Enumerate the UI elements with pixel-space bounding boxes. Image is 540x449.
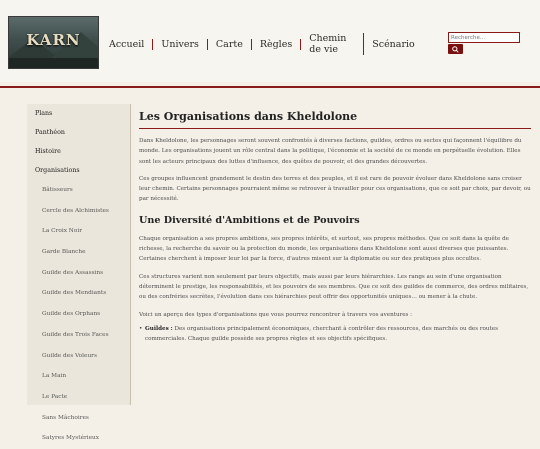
sidebar-item-pantheon[interactable]: Panthéon bbox=[35, 129, 65, 136]
logo-ground bbox=[9, 58, 98, 68]
sidebar-subitem[interactable]: Bâtisseurs bbox=[42, 187, 73, 193]
paragraph: Ces structures varient non seulement par leurs objectifs, mais aussi par leurs hiérarchies. Les rangs au sein d'une organisation déterminent le prestige, les responsabilités, et les pouvoirs de ses membres. Que ce soit des guildes de commerce, des ordres militaires, ou des confréries secrètes, l'évolution dans ces hiérarchies peut offrir des opportunités uniques… ou mener à la chute. bbox=[139, 273, 529, 301]
list-item-label: Guildes : bbox=[145, 325, 173, 332]
header-divider bbox=[0, 86, 540, 88]
sidebar-subitem[interactable]: Guilde des Voleurs bbox=[42, 352, 97, 359]
search-button[interactable] bbox=[448, 44, 463, 54]
sidebar-subitem[interactable]: Guilde des Trois Faces bbox=[42, 331, 109, 338]
main-content bbox=[139, 104, 531, 344]
nav-item-univers[interactable]: Univers bbox=[153, 39, 208, 50]
paragraph: Voici un aperçu des types d'organisations que vous pourrez rencontrer à travers vos aventures : bbox=[139, 311, 413, 318]
nav-item-scenario[interactable]: Scénario bbox=[372, 38, 415, 50]
sidebar-subitem[interactable]: Cercle des Alchimistes bbox=[42, 207, 109, 214]
sidebar-subitem[interactable]: Guilde des Assassins bbox=[42, 269, 104, 276]
paragraph: Ces groupes influencent grandement le destin des terres et des peuples, et il est rare de pouvoir évoluer dans Kheldolone sans croiser leur chemin. Certains personnages pourraient même se retrouver à travailler pour ces organisations, que ce soit par choix, par devoir, ou par nécessité. bbox=[139, 175, 531, 203]
intro-paragraph: Dans Kheldolone, les personnages seront souvent confrontés à diverses factions, guildes, ordres ou sectes qui façonnent l'équilibre du monde. Les organisations jouent un rôle central dans la politique, l'économie et la société de ce monde en perpétuelle évolution. Elles sont les acteurs principaux des luttes d'influence, des quêtes de pouvoir, et des grandes découvertes. bbox=[139, 138, 522, 165]
sidebar-item-plans[interactable]: Plans bbox=[35, 110, 53, 117]
nav-item-chemin-de-vie[interactable]: Chemin de vie bbox=[301, 33, 364, 55]
sidebar-item-organisations[interactable]: Organisations bbox=[35, 167, 80, 174]
main-nav bbox=[101, 30, 423, 58]
list-item bbox=[139, 324, 531, 345]
search-icon bbox=[452, 46, 459, 53]
sidebar-subitem[interactable]: Sans Mâchoires bbox=[42, 414, 89, 421]
list-item-text: Des organisations principalement économiques, cherchant à contrôler des ressources, des marchés ou des routes commerciales. Chaque guilde possède ses propres règles et ses objectifs spécifiques. bbox=[145, 325, 498, 343]
sidebar-subitem[interactable]: Le Pacte bbox=[42, 393, 68, 400]
sidebar-subitem[interactable]: Garde Blanche bbox=[42, 249, 86, 256]
sidebar-subitem[interactable]: Satyres Mystérieux bbox=[42, 435, 100, 442]
sidebar-subitem[interactable]: La Main bbox=[42, 373, 67, 380]
sidebar-subitem[interactable]: Guilde des Mendiants bbox=[42, 290, 107, 297]
site-header bbox=[0, 0, 540, 82]
sidebar-subitem[interactable]: La Croix Noir bbox=[42, 228, 82, 235]
search-input[interactable] bbox=[448, 32, 520, 43]
nav-item-accueil[interactable]: Accueil bbox=[101, 39, 153, 50]
page-title: Les Organisations dans Kheldolone bbox=[139, 104, 531, 129]
sidebar bbox=[27, 104, 131, 442]
sidebar-item-histoire[interactable]: Histoire bbox=[35, 148, 61, 155]
paragraph: Chaque organisation a ses propres ambitions, ses propres intérêts, et surtout, ses propres méthodes. Que ce soit dans la quête de richesse, la recherche du savoir ou la protection du monde, les organisations dans Kheldolone sont aussi diverses que puissantes. Certaines cherchent à imposer leur loi par la force, d'autres misent sur la diplomatie ou sur des pratiques plus occultes. bbox=[139, 235, 509, 263]
nav-item-regles[interactable]: Règles bbox=[252, 39, 301, 50]
site-logo[interactable] bbox=[8, 16, 99, 69]
sidebar-subitem[interactable]: Guilde des Orphans bbox=[42, 311, 101, 318]
logo-wordmark: KARN bbox=[26, 31, 81, 49]
section-heading: Une Diversité d'Ambitions et de Pouvoirs bbox=[139, 214, 360, 226]
nav-item-carte[interactable]: Carte bbox=[208, 39, 252, 50]
